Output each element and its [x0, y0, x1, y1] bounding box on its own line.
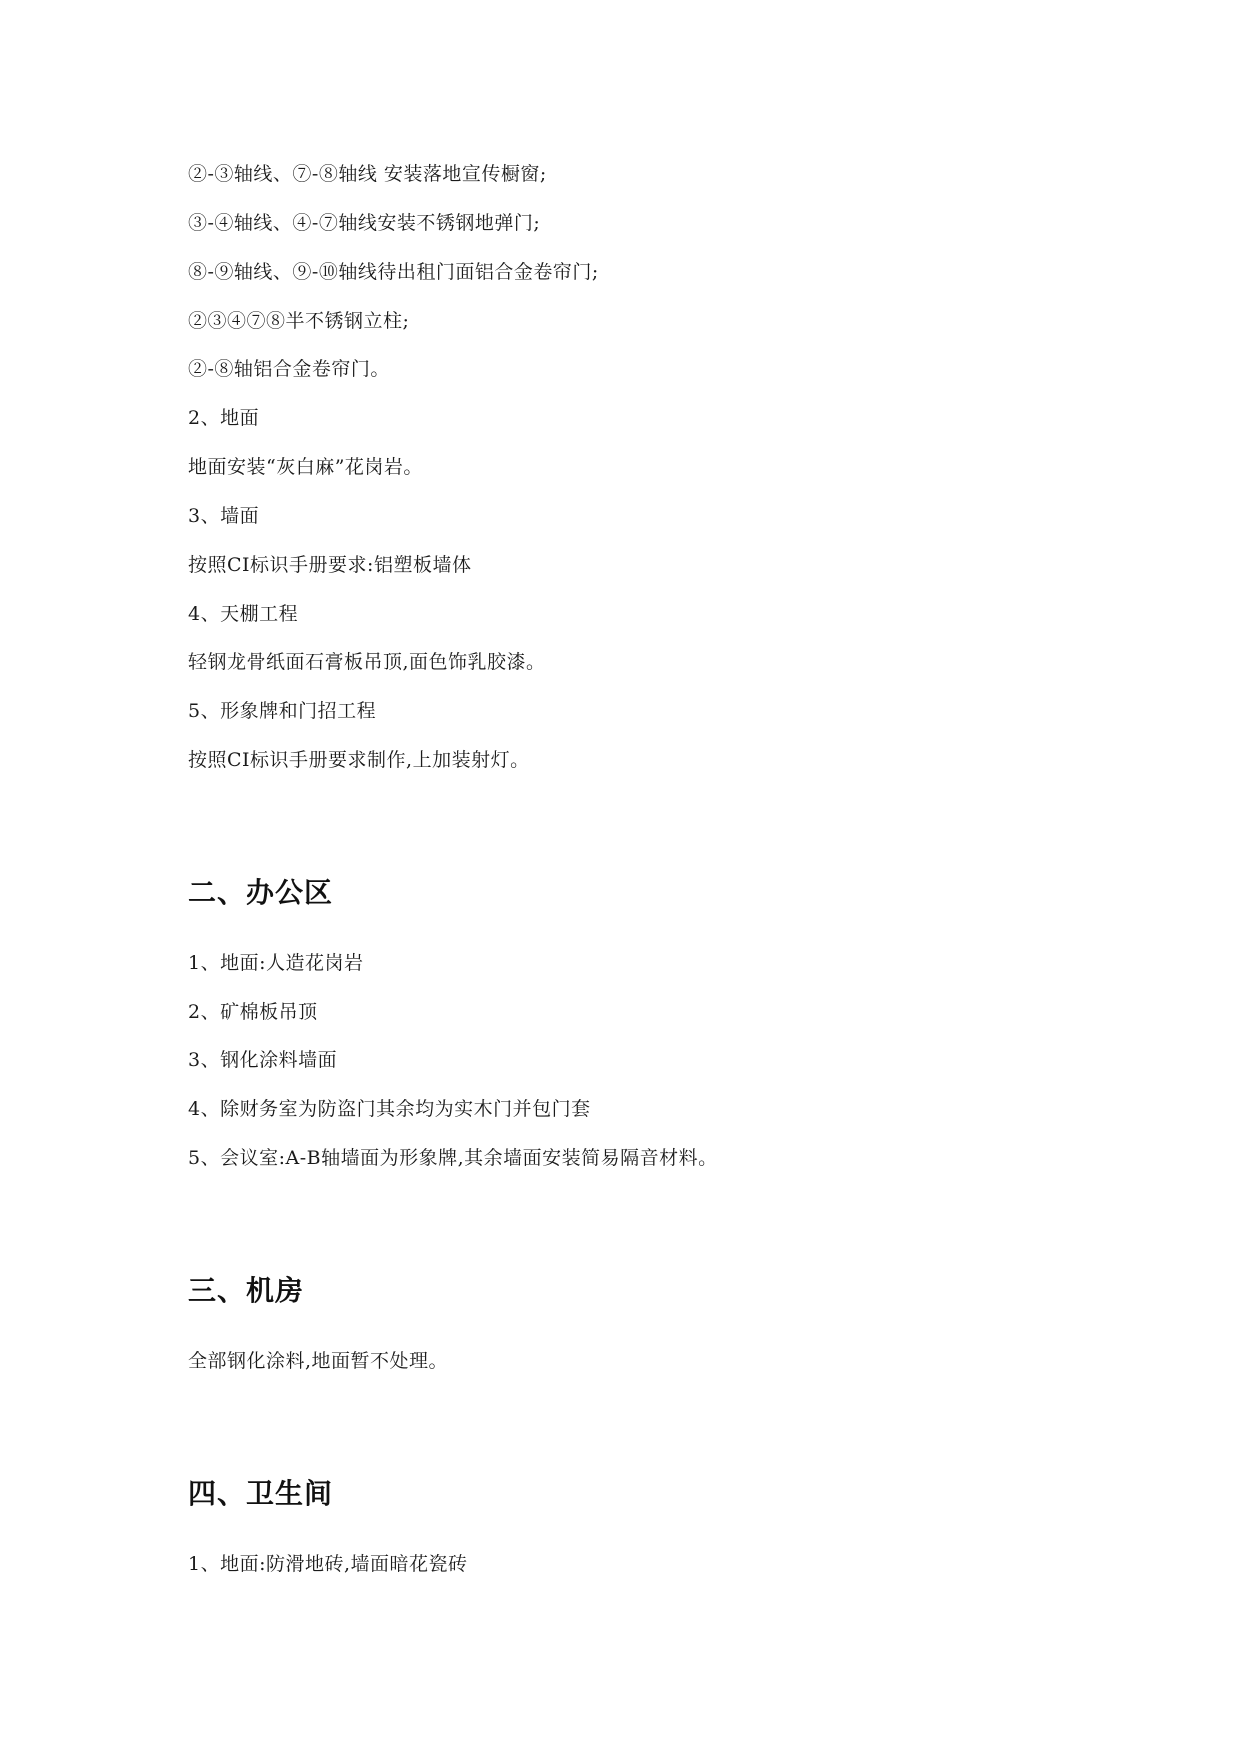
subheading-wall: 3、墙面 [188, 505, 260, 527]
text-line: 地面安装“灰白麻”花岗岩。 [188, 456, 423, 478]
text-line: 1、地面:防滑地砖,墙面暗花瓷砖 [188, 1553, 468, 1575]
text-line: ②-⑧轴铝合金卷帘门。 [188, 358, 390, 380]
subheading-floor: 2、地面 [188, 407, 260, 429]
text-line: 1、地面:人造花岗岩 [188, 952, 364, 974]
text-line: 轻钢龙骨纸面石膏板吊顶,面色饰乳胶漆。 [188, 651, 546, 673]
section-heading-machine-room: 三、机房 [188, 1274, 305, 1307]
text-line: 3、钢化涂料墙面 [188, 1049, 338, 1071]
section-heading-office: 二、办公区 [188, 876, 334, 909]
text-line: 按照CI标识手册要求制作,上加装射灯。 [188, 749, 530, 771]
text-line: 4、除财务室为防盗门其余均为实木门并包门套 [188, 1098, 591, 1120]
text-line: 全部钢化涂料,地面暂不处理。 [188, 1350, 449, 1372]
text-line: 2、矿棉板吊顶 [188, 1001, 318, 1023]
text-line: ②-③轴线、⑦-⑧轴线 安装落地宣传橱窗; [188, 163, 547, 185]
text-line: 按照CI标识手册要求:铝塑板墙体 [188, 554, 472, 576]
subheading-ceiling: 4、天棚工程 [188, 603, 299, 625]
text-line: ②③④⑦⑧半不锈钢立柱; [188, 310, 410, 332]
text-line: 5、会议室:A-B轴墙面为形象牌,其余墙面安装简易隔音材料。 [188, 1147, 718, 1169]
subheading-signage: 5、形象牌和门招工程 [188, 700, 377, 722]
text-line: ③-④轴线、④-⑦轴线安装不锈钢地弹门; [188, 212, 541, 234]
text-line: ⑧-⑨轴线、⑨-⑩轴线待出租门面铝合金卷帘门; [188, 261, 599, 283]
section-heading-restroom: 四、卫生间 [188, 1477, 334, 1510]
